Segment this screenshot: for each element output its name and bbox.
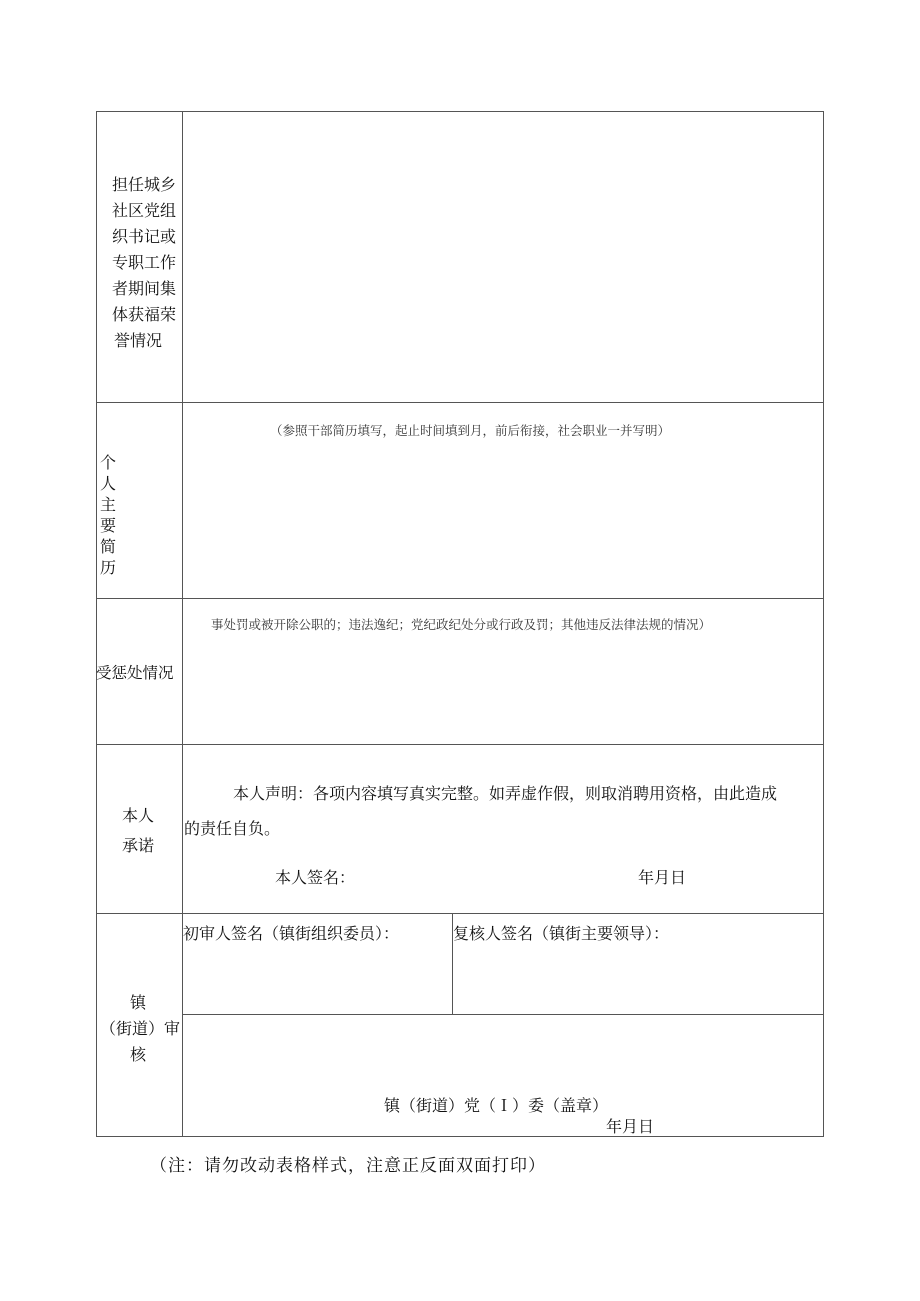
review-date-label: 年月日	[606, 1117, 655, 1136]
footer-note: （注：请勿改动表格样式，注意正反面双面打印）	[150, 1156, 546, 1176]
table-border-top	[96, 111, 824, 112]
honors-label	[112, 172, 176, 354]
initial-reviewer-signature-field[interactable]	[184, 945, 450, 1012]
pledge-statement-line1: 本人声明：各项内容填写真实完整。如弄虚作假，则取消聘用资格，由此造成	[233, 784, 778, 803]
honors-label-line: 社区党组	[112, 201, 177, 220]
honors-input-area[interactable]	[184, 113, 822, 401]
discipline-input-area[interactable]	[184, 640, 822, 743]
party-committee-seal-label: 镇（街道）党（Ｉ）委（盖章）	[384, 1096, 609, 1115]
review-signature-divider	[183, 1014, 824, 1015]
resume-label-char: 个	[100, 453, 117, 472]
applicant-signature-field[interactable]	[355, 862, 615, 888]
honors-label-line: 者期间集	[112, 279, 177, 298]
resume-label-char: 主	[100, 495, 117, 514]
row-divider-resume-discipline	[96, 598, 824, 599]
resume-label-char: 人	[100, 474, 117, 493]
review-label-line3: 核	[130, 1045, 147, 1064]
pledge-label-line2: 承诺	[122, 836, 155, 855]
discipline-hint: 事处罚或被开除公职的；违法逸纪；党纪政纪处分或行政及罚；其他违反法律法规的情况）	[211, 617, 712, 632]
final-reviewer-signature-field[interactable]	[454, 945, 822, 1012]
table-border-bottom	[96, 1136, 824, 1137]
honors-label-line: 体获福荣	[112, 305, 177, 324]
resume-hint: （参照干部简历填写，起止时间填到月，前后衔接，社会职业一并写明）	[270, 423, 671, 438]
discipline-label: 受惩处情况	[96, 664, 174, 682]
resume-label-char: 历	[100, 558, 117, 577]
resume-label-char: 简	[100, 537, 117, 556]
honors-label-line: 织书记或	[112, 227, 177, 246]
honors-label-line: 誉情况	[114, 331, 163, 350]
review-label-line1: 镇	[130, 993, 147, 1012]
applicant-signature-label: 本人签名：	[275, 868, 356, 887]
table-border-left	[96, 111, 97, 1137]
resume-label-char: 要	[100, 516, 117, 535]
label-column-divider	[182, 111, 183, 1137]
pledge-label-line1: 本人	[122, 806, 155, 825]
honors-label-line: 担任城乡	[112, 175, 177, 194]
pledge-statement-line2: 的责任自负。	[184, 819, 281, 838]
resume-input-area[interactable]	[184, 445, 822, 597]
review-label-line2: （街道）审	[100, 1019, 181, 1038]
honors-label-line: 专职工作	[112, 253, 177, 272]
row-divider-pledge-review	[96, 913, 824, 914]
row-divider-discipline-pledge	[96, 744, 824, 745]
row-divider-honors-resume	[96, 402, 824, 403]
final-reviewer-signature-label: 复核人签名（镇街主要领导）：	[453, 924, 670, 943]
table-border-right	[823, 111, 824, 1137]
resume-label	[100, 452, 116, 578]
pledge-date-label: 年月日	[638, 868, 687, 887]
initial-reviewer-signature-label: 初审人签名（镇街组织委员）：	[183, 924, 400, 943]
